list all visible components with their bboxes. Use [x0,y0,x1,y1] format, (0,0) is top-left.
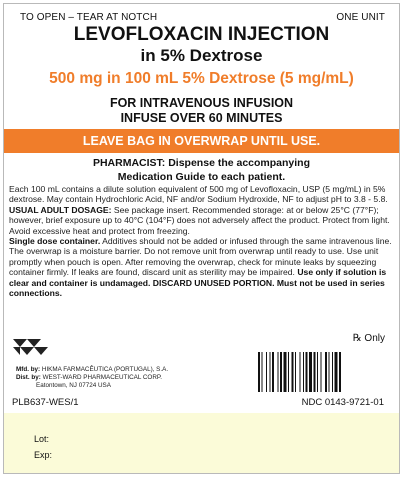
dist-label: Dist. by: [16,374,41,382]
composition-paragraph: Each 100 mL contains a dilute solution equivalent of 500 mg of Levofloxacin, USP (5 mg/mL) in 5% dextrose. May contain Hydrochloric Acid, NF and/or Sodium Hydroxide, NF to adjust pH to 3.8 - 5.8. [9,184,388,205]
barcode-icon [257,352,393,392]
product-title: LEVOFLOXACIN INJECTION [73,24,330,45]
drug-label [3,3,400,474]
distributed-by [16,374,168,382]
product-subtitle: in 5% Dextrose [140,46,263,65]
exp-label: Exp: [34,450,53,460]
manufacturer-block [16,366,168,391]
overwrap-banner [4,129,399,153]
dist-value: WEST-WARD PHARMACEUTICAL CORP. [40,374,163,382]
unit-count-text: ONE UNIT [336,12,385,23]
ndc-code: NDC 0143-9721-01 [301,397,384,408]
label-body [9,184,393,298]
lot-exp-area [4,413,399,473]
dosage-paragraph [9,205,393,236]
distributor-address: Eatontown, NJ 07724 USA [36,382,111,390]
infusion-time-text: INFUSE OVER 60 MINUTES [120,111,283,125]
plb-code: PLB637-WES/1 [12,397,79,408]
route-text: FOR INTRAVENOUS INFUSION [109,96,294,110]
manufactured-by [16,366,168,374]
mfd-label: Mfd. by: [16,366,41,373]
pharmacist-line-2: Medication Guide to each patient. [117,171,286,183]
container-paragraph [9,236,393,298]
lot-label: Lot: [34,434,50,444]
mfd-value: HIKMA FARMACÊUTICA (PORTUGAL), S.A. [40,366,169,373]
rx-only-text: ℞ Only [352,333,385,344]
container-text: Additives should not be added or infused through the same intravenous line. The overwrap is a moisture barrier. Do not remove unit from overwrap until ready to use. Use unit promptly when pouch is open. After removing the overwrap, check for minute leaks by squeezing container firmly. If leaks are found, discard unit as sterility may be impaired. [9,236,392,278]
pharmacist-line-1: PHARMACIST: Dispense the accompanying [92,157,311,169]
banner-text: LEAVE BAG IN OVERWRAP UNTIL USE. [82,134,321,148]
hikma-logo-icon [11,337,49,359]
container-heading: Single dose container. [9,236,101,247]
dosage-text: See package insert. Recommended storage: at or below 25°C (77°F); however, brief exposure up to 40°C (104°F) does not adversely affect the product. Protect from light. Avoid excessive heat and protect from freezing. [9,204,390,236]
product-strength: 500 mg in 100 mL 5% Dextrose (5 mg/mL) [49,70,354,87]
container-warning: Use only if solution is clear and container is undamaged. DISCARD UNUSED PORTION. Must not be used in series connections. [9,267,387,299]
top-row [20,12,385,23]
dosage-heading: USUAL ADULT DOSAGE: [9,204,112,215]
tear-notch-text: TO OPEN – TEAR AT NOTCH [20,12,158,23]
